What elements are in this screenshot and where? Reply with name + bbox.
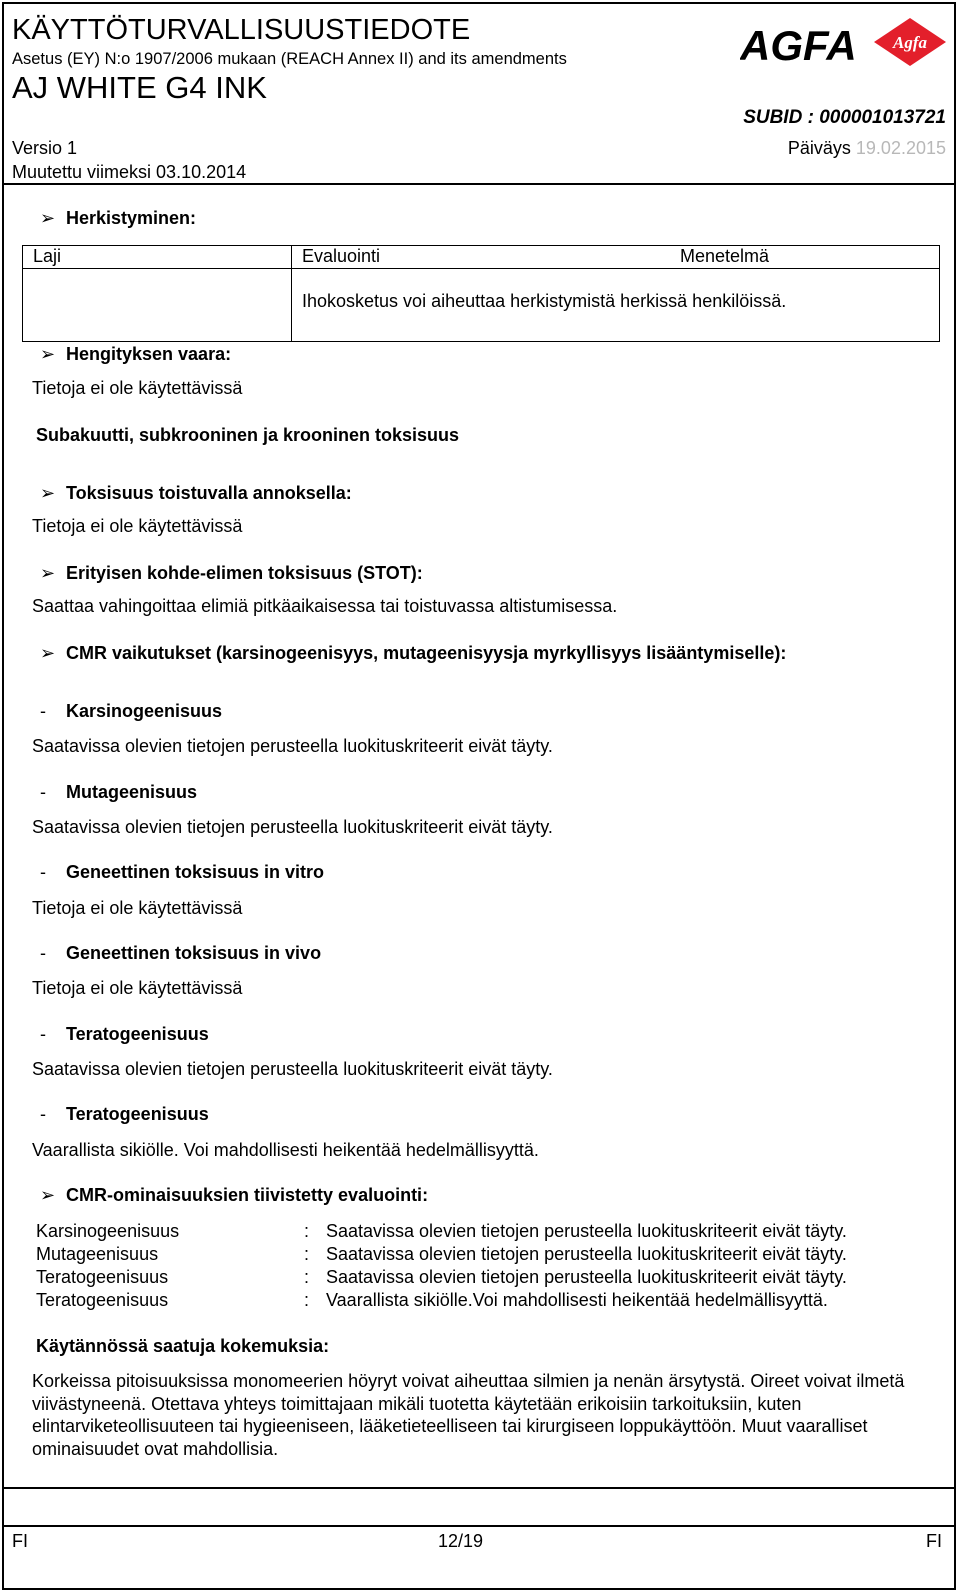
footer-language-right: FI (926, 1531, 942, 1551)
teratogenicity-heading-2: - Teratogeenisuus (40, 1104, 209, 1124)
experience-text: Korkeissa pitoisuuksissa monomeerien höyryt voivat aiheuttaa silmien ja nenän ärsytystä. Oireet voivat ilmetä viivästyneenä. Otettava yhteys toimittajaan mikäli tuotetta käytetään erikoisiin tarkoituksiin, kuten elintarviketeollisuuteen tai hygieeniseen, lääketieteelliseen tai kirurgiseen loppukäyttöön. Muut vaaralliset ominaisuudet ovat mahdollisia. (32, 1371, 905, 1459)
agfa-badge-text: Agfa (893, 33, 927, 52)
date (788, 138, 946, 159)
footer-divider-top (2, 1487, 956, 1489)
footer-language-left: FI (12, 1531, 28, 1551)
arrow-bullet-icon: ➢ (40, 1185, 56, 1205)
arrow-bullet-icon: ➢ (40, 643, 56, 663)
experience-heading: Käytännössä saatuja kokemuksia: (36, 1336, 330, 1356)
document-title: KÄYTTÖTURVALLISUUSTIEDOTE (12, 14, 471, 46)
stot-heading: ➢ Erityisen kohde-elimen toksisuus (STOT): (40, 563, 423, 583)
table-cell-species (23, 269, 292, 342)
subchronic-heading: Subakuutti, subkrooninen ja krooninen toksisuus (36, 425, 460, 445)
column-header-method: Menetelmä (640, 246, 940, 269)
repeated-dose-text: Tietoja ei ole käytettävissä (32, 516, 243, 536)
repeated-dose-heading: ➢ Toksisuus toistuvalla annoksella: (40, 483, 352, 503)
header-divider (2, 183, 956, 185)
regulation-subtitle: Asetus (EY) N:o 1907/2006 mukaan (REACH Annex II) and its amendments (12, 50, 567, 68)
arrow-bullet-icon: ➢ (40, 483, 56, 503)
table-row (23, 269, 940, 342)
genotox-in-vitro-heading: - Geneettinen toksisuus in vitro (40, 862, 325, 882)
aspiration-heading: ➢ Hengityksen vaara: (40, 344, 232, 364)
cmr-heading: ➢ CMR vaikutukset (karsinogeenisyys, mutageenisyysja myrkyllisyys lisääntymiselle): (40, 643, 787, 663)
date-value: 19.02.2015 (855, 138, 946, 158)
agfa-badge-icon (874, 18, 946, 66)
column-header-evaluation: Evaluointi (292, 246, 641, 269)
carcinogenicity-text: Saatavissa olevien tietojen perusteella luokituskriteerit eivät täyty. (32, 736, 553, 756)
product-name: AJ WHITE G4 INK (12, 70, 267, 105)
arrow-bullet-icon: ➢ (40, 563, 56, 583)
carcinogenicity-heading: - Karsinogeenisuus (40, 701, 223, 721)
column-header-species: Laji (23, 246, 292, 269)
page-number: 12/19 (438, 1531, 484, 1551)
agfa-logo (740, 16, 950, 72)
agfa-logo-wordmark: AGFA (740, 22, 857, 69)
aspiration-text: Tietoja ei ole käytettävissä (32, 378, 243, 398)
arrow-bullet-icon: ➢ (40, 344, 56, 364)
genotox-in-vitro-text: Tietoja ei ole käytettävissä (32, 898, 243, 918)
teratogenicity-heading-1: - Teratogeenisuus (40, 1024, 209, 1044)
sensitization-table (22, 245, 940, 342)
teratogenicity-text-2: Vaarallista sikiölle. Voi mahdollisesti heikentää hedelmällisyyttä. (32, 1140, 539, 1160)
stot-text: Saattaa vahingoittaa elimiä pitkäaikaisessa tai toistuvassa altistumisessa. (32, 596, 618, 616)
last-modified: Muutettu viimeksi 03.10.2014 (12, 162, 247, 182)
genotox-in-vivo-text: Tietoja ei ole käytettävissä (32, 978, 243, 998)
arrow-bullet-icon: ➢ (40, 208, 56, 228)
version: Versio 1 (12, 138, 78, 158)
table-cell-evaluation: Ihokosketus voi aiheuttaa herkistymistä herkissä henkilöissä. (292, 269, 940, 342)
cmr-summary-heading: ➢ CMR-ominaisuuksien tiivistetty evaluointi: (40, 1185, 429, 1205)
mutagenicity-heading: - Mutageenisuus (40, 782, 198, 802)
subid: SUBID : 000001013721 (743, 107, 946, 128)
footer-divider (2, 1525, 956, 1527)
table-header-row (23, 246, 940, 269)
genotox-in-vivo-heading: - Geneettinen toksisuus in vivo (40, 943, 322, 963)
date-label: Päiväys (787, 138, 851, 158)
teratogenicity-text-1: Saatavissa olevien tietojen perusteella luokituskriteerit eivät täyty. (32, 1059, 553, 1079)
sensitization-heading: ➢ Herkistyminen: (40, 208, 197, 228)
mutagenicity-text: Saatavissa olevien tietojen perusteella luokituskriteerit eivät täyty. (32, 817, 553, 837)
